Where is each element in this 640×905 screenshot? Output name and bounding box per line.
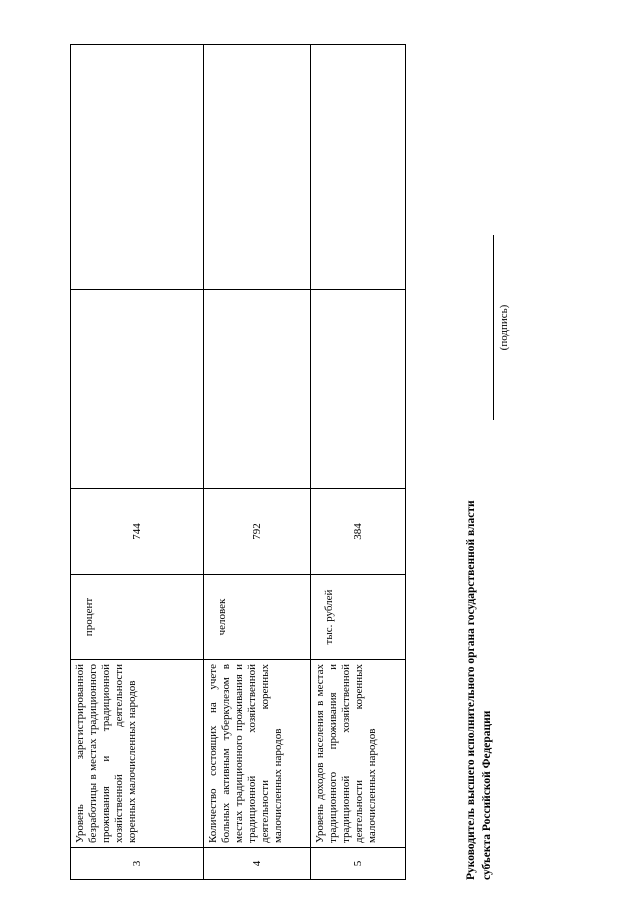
unit-of-measure: человек: [204, 575, 311, 660]
okei-code: 744: [71, 489, 204, 575]
empty-cell: [204, 45, 311, 290]
indicator-name: Количество состоящих на учете больных активным туберкулезом в местах традиционного проживания и традиционной хозяйственной деятельности коренных малочисленных народов: [204, 660, 311, 848]
signatory-title: Руководитель высшего исполнительного органа государственной власти субъекта Российской Федерации: [465, 500, 493, 880]
signature-caption: (подпись): [498, 304, 510, 351]
indicator-name: Уровень зарегистрированной безработицы в местах традиционного проживания и традиционной хозяйственной деятельности коренных малочисленных народов: [71, 660, 204, 848]
indicators-table: [70, 44, 406, 880]
row-number: 4: [204, 848, 311, 880]
empty-cell: [311, 45, 406, 290]
okei-code: 384: [311, 489, 406, 575]
indicator-name: Уровень доходов населения в местах традиционного проживания и традиционной хозяйственной деятельности коренных малочисленных народов: [311, 660, 406, 848]
okei-code: 792: [204, 489, 311, 575]
table-row: [204, 45, 311, 880]
row-number: 3: [71, 848, 204, 880]
empty-cell: [71, 45, 204, 290]
table-row: [71, 45, 204, 880]
empty-cell: [204, 290, 311, 489]
table-row: [311, 45, 406, 880]
table-body: [71, 45, 406, 880]
empty-cell: [311, 290, 406, 489]
empty-cell: [71, 290, 204, 489]
unit-of-measure: тыс. рублей: [311, 575, 406, 660]
unit-of-measure: процент: [71, 575, 204, 660]
row-number: 5: [311, 848, 406, 880]
signature-line: [493, 235, 494, 420]
